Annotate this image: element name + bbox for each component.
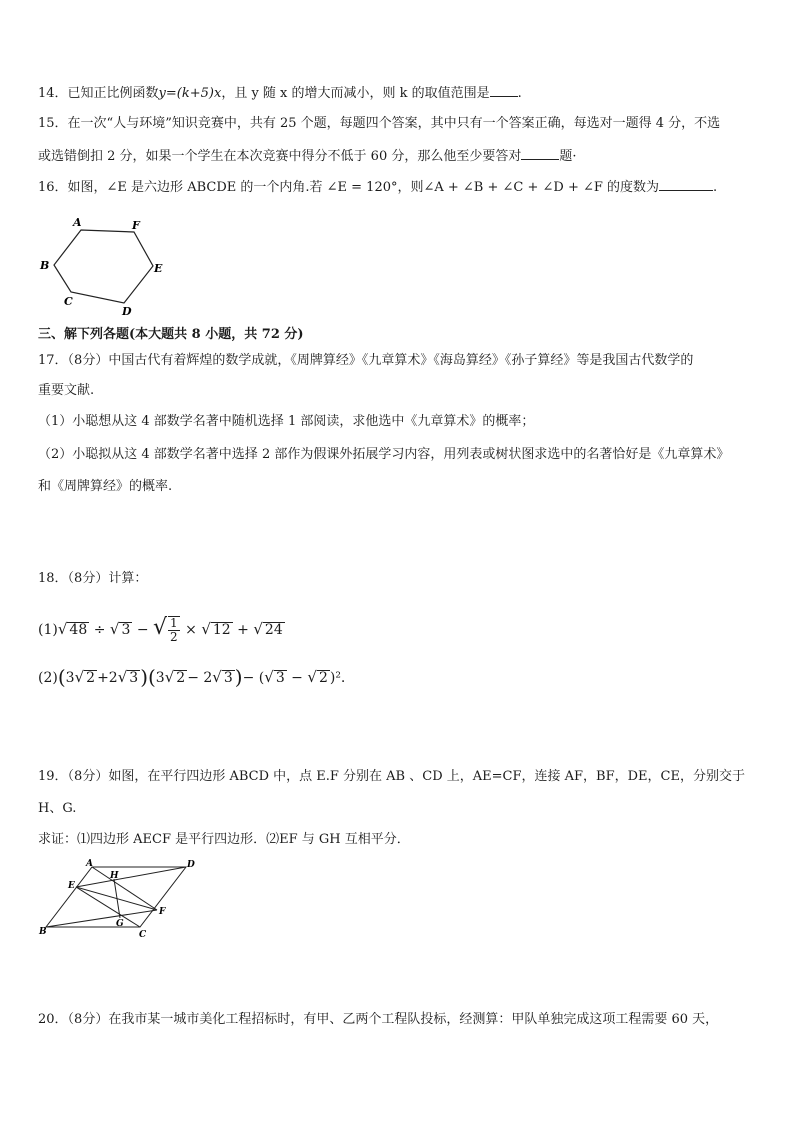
q17-part-1: （1）小聪想从这 4 部数学名著中随机选择 1 部阅读，求他选中《九章算术》的概率； <box>38 414 535 429</box>
q19-line-3: 求证：⑴四边形 AECF 是平行四边形．⑵EF 与 GH 互相平分． <box>38 832 410 847</box>
point-e-label: E <box>68 881 75 891</box>
q14-function: y=(k+5)x <box>158 86 222 101</box>
section-heading: 三、解下列各题(本大题共 8 小题，共 72 分) <box>38 327 304 342</box>
point-f-label: F <box>159 907 166 917</box>
point-g-label: G <box>116 919 124 929</box>
q20-line-1: 20．（8分）在我市某一城市美化工程招标时，有甲、乙两个工程队投标，经测算：甲队单独完成这项工程需要 60 天， <box>38 1012 719 1027</box>
q15-line-2: 或选错倒扣 2 分，如果一个学生在本次竞赛中得分不低于 60 分，那么他至少要答对 题· <box>38 145 576 166</box>
q14-line: 14．已知正比例函数y=(k+5)x，且 y 随 x 的增大而减小，则 k 的取值范围是 . <box>38 82 522 103</box>
answer-blank <box>490 82 518 97</box>
point-a-label: A <box>86 859 93 869</box>
vertex-c-label: C <box>64 295 73 308</box>
q17-line-2: 重要文献. <box>38 383 95 398</box>
q19-line-2: H、G. <box>38 801 77 816</box>
q16-line: 16．如图，∠E 是六边形 ABCDE 的一个内角.若 ∠E = 120°，则∠A + ∠B + ∠C + ∠D + ∠F 的度数为 . <box>38 176 717 197</box>
q18-title: 18．（8分）计算： <box>38 571 148 586</box>
parallelogram-figure <box>36 857 206 942</box>
q17-line-1: 17．（8分）中国古代有着辉煌的数学成就，《周牌算经》《九章算术》《海岛算经》《孙子算经》等是我国古代数学的 <box>38 353 694 368</box>
q17-part-2: （2）小聪拟从这 4 部数学名著中选择 2 部作为假课外拓展学习内容，用列表或树状图求选中的名著恰好是《九章算术》 <box>38 447 730 462</box>
answer-blank <box>659 176 713 191</box>
hexagon-shape <box>54 230 153 303</box>
vertex-b-label: B <box>40 259 50 272</box>
point-c-label: C <box>139 930 147 940</box>
vertex-e-label: E <box>154 262 163 275</box>
vertex-a-label: A <box>73 216 82 229</box>
fraction: $\frac{1}{2}$ <box>170 616 178 644</box>
vertex-f-label: F <box>132 219 140 232</box>
hexagon-figure <box>36 215 171 320</box>
point-b-label: B <box>39 927 47 937</box>
q17-line-5: 和《周牌算经》的概率. <box>38 479 173 494</box>
answer-blank <box>521 145 559 160</box>
point-h-label: H <box>110 871 119 881</box>
vertex-d-label: D <box>122 305 132 318</box>
q15-line-1: 15．在一次“人与环境”知识竞赛中，共有 25 个题，每题四个答案，其中只有一个答案正确，每选对一题得 4 分，不选 <box>38 116 721 131</box>
q18-expression-1: (1)√ 48 ÷ √ 3 − √ $\frac{1}{2}$ × √ 12 + √ 24 <box>38 615 283 644</box>
point-d-label: D <box>187 860 195 870</box>
q18-expression-2: (2)(3√ 2 +2√ 3 )(3√ 2 − 2√ 3 )− (√ 3 − √ 2 )². <box>38 665 346 689</box>
q19-line-1: 19．（8分）如图，在平行四边形 ABCD 中，点 E.F 分别在 AB 、CD 上，AE=CF，连接 AF，BF，DE，CE，分别交于 <box>38 769 745 784</box>
